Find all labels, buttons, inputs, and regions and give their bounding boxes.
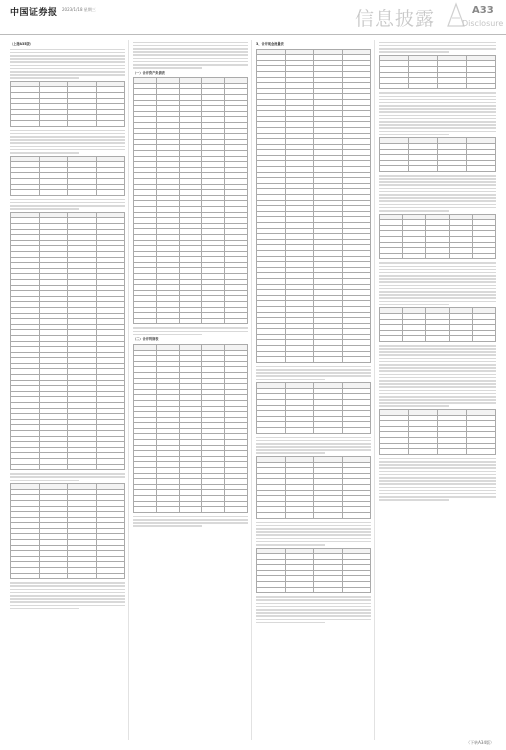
text-line bbox=[256, 528, 371, 530]
body-paragraph bbox=[10, 130, 125, 154]
column-divider bbox=[128, 40, 129, 740]
newspaper-brand: 中国证券报 bbox=[10, 8, 58, 18]
text-line bbox=[379, 134, 449, 136]
text-line bbox=[10, 152, 79, 154]
text-line bbox=[10, 65, 125, 67]
page-number: A33 bbox=[472, 5, 494, 16]
table-cell bbox=[426, 253, 449, 259]
text-line bbox=[256, 531, 371, 533]
table-cell bbox=[257, 357, 286, 363]
text-line bbox=[133, 525, 202, 527]
table-cell bbox=[39, 121, 68, 127]
text-line bbox=[379, 383, 496, 385]
table-cell bbox=[467, 83, 496, 89]
text-line bbox=[379, 464, 496, 466]
text-line bbox=[256, 440, 371, 442]
text-line bbox=[256, 622, 325, 624]
text-line bbox=[379, 490, 496, 492]
text-line bbox=[10, 205, 125, 207]
text-line bbox=[379, 351, 496, 353]
text-line bbox=[379, 178, 496, 180]
text-line bbox=[10, 605, 125, 607]
text-line bbox=[379, 493, 496, 495]
text-line bbox=[10, 592, 125, 594]
text-line bbox=[379, 102, 496, 104]
text-line bbox=[379, 386, 496, 388]
table-row bbox=[257, 513, 371, 519]
text-line bbox=[133, 61, 248, 63]
table-cell bbox=[342, 587, 371, 593]
table-row bbox=[257, 357, 371, 363]
text-line bbox=[256, 522, 371, 524]
financial-table bbox=[256, 382, 371, 433]
table-row bbox=[11, 190, 125, 196]
text-line bbox=[10, 585, 125, 587]
text-line bbox=[379, 393, 496, 395]
section-subtitle: Disclosure bbox=[462, 19, 504, 28]
text-line bbox=[379, 374, 496, 376]
table-cell bbox=[467, 166, 496, 172]
text-line bbox=[379, 42, 496, 44]
section-heading: （上接A35版） bbox=[10, 42, 33, 46]
body-paragraph bbox=[256, 596, 371, 623]
table-cell bbox=[438, 83, 467, 89]
text-line bbox=[10, 68, 125, 70]
text-line bbox=[379, 499, 449, 501]
text-line bbox=[379, 297, 496, 299]
text-line bbox=[256, 452, 325, 454]
masthead bbox=[0, 0, 506, 35]
table-cell bbox=[202, 507, 225, 513]
text-line bbox=[379, 370, 496, 372]
table-cell bbox=[134, 318, 157, 324]
table-row bbox=[257, 427, 371, 433]
text-line bbox=[133, 42, 248, 44]
text-line bbox=[10, 202, 125, 204]
table-cell bbox=[438, 449, 467, 455]
text-line bbox=[379, 92, 496, 94]
table-cell bbox=[380, 166, 409, 172]
table-cell bbox=[380, 449, 409, 455]
table-cell bbox=[285, 587, 314, 593]
table-cell bbox=[342, 357, 371, 363]
text-line bbox=[10, 130, 125, 132]
text-line bbox=[10, 74, 125, 76]
text-line bbox=[379, 131, 496, 133]
text-line bbox=[379, 191, 496, 193]
table-cell bbox=[342, 513, 371, 519]
text-line bbox=[379, 175, 496, 177]
table-cell bbox=[314, 427, 343, 433]
column-divider bbox=[251, 40, 252, 740]
table-cell bbox=[285, 357, 314, 363]
text-line bbox=[379, 108, 496, 110]
text-line bbox=[256, 437, 371, 439]
text-line bbox=[379, 121, 496, 123]
text-line bbox=[10, 608, 79, 610]
table-cell bbox=[202, 318, 225, 324]
table-cell bbox=[11, 464, 40, 470]
table-cell bbox=[39, 464, 68, 470]
text-line bbox=[133, 48, 248, 50]
text-line bbox=[379, 275, 496, 277]
financial-table bbox=[379, 307, 496, 342]
text-line bbox=[379, 285, 496, 287]
text-line bbox=[10, 476, 125, 478]
text-line bbox=[379, 487, 496, 489]
text-line bbox=[379, 354, 496, 356]
text-line bbox=[256, 369, 371, 371]
section-title: 信息披露 bbox=[355, 8, 436, 30]
text-line bbox=[133, 54, 248, 56]
text-line bbox=[379, 194, 496, 196]
text-line bbox=[10, 139, 125, 141]
text-line bbox=[256, 446, 371, 448]
text-line bbox=[379, 118, 496, 120]
table-cell bbox=[449, 253, 472, 259]
text-line bbox=[10, 589, 125, 591]
body-paragraph bbox=[256, 366, 371, 380]
text-line bbox=[256, 612, 371, 614]
table-cell bbox=[409, 83, 438, 89]
table-row bbox=[134, 507, 248, 513]
table-cell bbox=[380, 83, 409, 89]
text-line bbox=[256, 603, 371, 605]
text-column-3 bbox=[256, 40, 371, 740]
text-line bbox=[379, 405, 449, 407]
text-line bbox=[256, 544, 325, 546]
text-line bbox=[10, 142, 125, 144]
table-cell bbox=[156, 318, 179, 324]
text-line bbox=[379, 348, 496, 350]
table-cell bbox=[225, 318, 248, 324]
text-line bbox=[256, 375, 371, 377]
table-row bbox=[380, 166, 496, 172]
column-divider bbox=[374, 40, 375, 740]
text-line bbox=[379, 269, 496, 271]
table-cell bbox=[96, 121, 125, 127]
text-line bbox=[133, 64, 248, 66]
text-line bbox=[10, 595, 125, 597]
financial-table bbox=[379, 214, 496, 260]
table-cell bbox=[225, 507, 248, 513]
financial-table bbox=[10, 483, 125, 579]
text-line bbox=[379, 188, 496, 190]
text-line bbox=[379, 496, 496, 498]
table-row bbox=[11, 121, 125, 127]
financial-table bbox=[133, 77, 248, 324]
body-paragraph bbox=[10, 473, 125, 481]
text-line bbox=[10, 136, 125, 138]
text-line bbox=[379, 266, 496, 268]
table-row bbox=[380, 336, 496, 342]
text-line bbox=[256, 366, 371, 368]
table-row bbox=[380, 83, 496, 89]
table-cell bbox=[68, 573, 97, 579]
text-line bbox=[10, 52, 125, 54]
table-cell bbox=[472, 253, 495, 259]
table-row bbox=[380, 449, 496, 455]
text-line bbox=[10, 473, 125, 475]
text-line bbox=[256, 379, 325, 381]
text-line bbox=[379, 458, 496, 460]
table-cell bbox=[257, 587, 286, 593]
text-column-1 bbox=[10, 40, 125, 740]
text-line bbox=[379, 272, 496, 274]
text-line bbox=[10, 601, 125, 603]
text-line bbox=[379, 364, 496, 366]
financial-table bbox=[10, 81, 125, 127]
text-line bbox=[379, 345, 496, 347]
text-line bbox=[379, 461, 496, 463]
text-line bbox=[133, 327, 248, 329]
text-line bbox=[10, 58, 125, 60]
body-paragraph bbox=[379, 175, 496, 212]
table-cell bbox=[472, 336, 495, 342]
table-cell bbox=[68, 121, 97, 127]
text-line bbox=[133, 58, 248, 60]
text-column-2 bbox=[133, 40, 248, 740]
text-line bbox=[379, 281, 496, 283]
text-line bbox=[379, 51, 449, 53]
text-line bbox=[379, 471, 496, 473]
text-line bbox=[256, 443, 371, 445]
text-line bbox=[256, 615, 371, 617]
text-line bbox=[10, 480, 79, 482]
text-line bbox=[10, 77, 79, 79]
body-paragraph bbox=[256, 437, 371, 455]
section-heading: （一）合并资产负债表 bbox=[133, 70, 165, 75]
text-line bbox=[379, 477, 496, 479]
text-line bbox=[379, 262, 496, 264]
financial-table bbox=[256, 456, 371, 519]
text-line bbox=[379, 361, 496, 363]
table-cell bbox=[68, 464, 97, 470]
text-line bbox=[10, 149, 125, 151]
table-cell bbox=[134, 507, 157, 513]
text-line bbox=[10, 208, 79, 210]
text-column-4 bbox=[379, 40, 496, 740]
table-cell bbox=[257, 427, 286, 433]
table-cell bbox=[403, 336, 426, 342]
text-line bbox=[10, 133, 125, 135]
text-line bbox=[379, 358, 496, 360]
table-cell bbox=[380, 336, 403, 342]
body-paragraph bbox=[379, 458, 496, 501]
financial-table bbox=[256, 548, 371, 594]
body-paragraph bbox=[379, 42, 496, 53]
financial-table bbox=[379, 55, 496, 90]
table-cell bbox=[314, 513, 343, 519]
text-line bbox=[379, 367, 496, 369]
text-line bbox=[133, 334, 202, 336]
table-cell bbox=[449, 336, 472, 342]
text-line bbox=[256, 534, 371, 536]
text-line bbox=[133, 331, 248, 333]
text-line bbox=[256, 541, 371, 543]
section-heading: （二）合并利润表 bbox=[133, 337, 159, 342]
text-line bbox=[379, 474, 496, 476]
text-line bbox=[379, 467, 496, 469]
financial-table bbox=[379, 137, 496, 172]
table-cell bbox=[426, 336, 449, 342]
text-line bbox=[379, 124, 496, 126]
text-line bbox=[379, 207, 496, 209]
text-line bbox=[379, 480, 496, 482]
table-cell bbox=[257, 513, 286, 519]
text-line bbox=[133, 67, 202, 69]
table-cell bbox=[342, 427, 371, 433]
text-line bbox=[256, 599, 371, 601]
table-cell bbox=[179, 507, 202, 513]
table-row bbox=[257, 587, 371, 593]
table-cell bbox=[467, 449, 496, 455]
text-line bbox=[379, 45, 496, 47]
text-line bbox=[10, 146, 125, 148]
table-cell bbox=[68, 190, 97, 196]
issue-date: 2023/1/18 星期三 bbox=[62, 7, 96, 12]
text-line bbox=[379, 390, 496, 392]
table-cell bbox=[403, 253, 426, 259]
table-row bbox=[11, 573, 125, 579]
text-line bbox=[10, 598, 125, 600]
text-line bbox=[379, 304, 449, 306]
body-paragraph bbox=[10, 199, 125, 210]
text-line bbox=[379, 204, 496, 206]
text-line bbox=[133, 519, 248, 521]
text-line bbox=[133, 522, 248, 524]
table-cell bbox=[156, 507, 179, 513]
continued-note: （下转A34版） bbox=[466, 740, 494, 745]
table-cell bbox=[438, 166, 467, 172]
table-cell bbox=[96, 190, 125, 196]
text-line bbox=[256, 609, 371, 611]
body-paragraph bbox=[256, 522, 371, 546]
table-cell bbox=[11, 190, 40, 196]
financial-table bbox=[10, 156, 125, 196]
body-paragraph bbox=[10, 49, 125, 79]
table-cell bbox=[409, 449, 438, 455]
financial-table bbox=[10, 212, 125, 470]
text-line bbox=[379, 96, 496, 98]
table-cell bbox=[11, 573, 40, 579]
financial-table bbox=[256, 49, 371, 363]
body-paragraph bbox=[133, 516, 248, 527]
text-line bbox=[379, 197, 496, 199]
text-line bbox=[256, 449, 371, 451]
text-line bbox=[379, 210, 449, 212]
table-cell bbox=[96, 464, 125, 470]
table-cell bbox=[285, 427, 314, 433]
text-line bbox=[379, 105, 496, 107]
table-cell bbox=[179, 318, 202, 324]
text-line bbox=[256, 372, 371, 374]
text-line bbox=[256, 538, 371, 540]
text-line bbox=[133, 516, 248, 518]
text-line bbox=[379, 399, 496, 401]
text-line bbox=[379, 184, 496, 186]
text-line bbox=[10, 71, 125, 73]
text-line bbox=[379, 111, 496, 113]
table-row bbox=[134, 318, 248, 324]
body-paragraph bbox=[133, 42, 248, 69]
table-cell bbox=[96, 573, 125, 579]
text-line bbox=[379, 288, 496, 290]
text-line bbox=[133, 51, 248, 53]
text-line bbox=[256, 596, 371, 598]
table-cell bbox=[314, 587, 343, 593]
text-line bbox=[379, 402, 496, 404]
table-cell bbox=[39, 190, 68, 196]
financial-table bbox=[133, 344, 248, 513]
body-paragraph bbox=[379, 92, 496, 135]
text-line bbox=[10, 582, 125, 584]
text-line bbox=[379, 377, 496, 379]
table-row bbox=[11, 464, 125, 470]
text-line bbox=[379, 48, 496, 50]
body-paragraph bbox=[379, 262, 496, 305]
body-paragraph bbox=[379, 345, 496, 407]
table-cell bbox=[409, 166, 438, 172]
text-line bbox=[10, 55, 125, 57]
table-row bbox=[380, 253, 496, 259]
section-heading: 3、合并现金流量表 bbox=[256, 42, 284, 46]
text-line bbox=[379, 301, 496, 303]
table-cell bbox=[11, 121, 40, 127]
financial-table bbox=[379, 409, 496, 455]
table-cell bbox=[285, 513, 314, 519]
text-line bbox=[379, 115, 496, 117]
text-line bbox=[379, 127, 496, 129]
text-line bbox=[379, 181, 496, 183]
text-line bbox=[379, 291, 496, 293]
text-line bbox=[10, 199, 125, 201]
text-line bbox=[379, 380, 496, 382]
body-paragraph bbox=[133, 327, 248, 335]
text-line bbox=[133, 45, 248, 47]
text-line bbox=[379, 483, 496, 485]
text-line bbox=[256, 525, 371, 527]
table-cell bbox=[314, 357, 343, 363]
table-cell bbox=[380, 253, 403, 259]
text-line bbox=[379, 294, 496, 296]
text-line bbox=[379, 99, 496, 101]
text-line bbox=[379, 200, 496, 202]
text-line bbox=[379, 278, 496, 280]
table-cell bbox=[39, 573, 68, 579]
text-line bbox=[256, 619, 371, 621]
text-line bbox=[379, 396, 496, 398]
body-paragraph bbox=[10, 582, 125, 609]
text-line bbox=[10, 61, 125, 63]
text-line bbox=[10, 49, 125, 51]
text-line bbox=[256, 606, 371, 608]
